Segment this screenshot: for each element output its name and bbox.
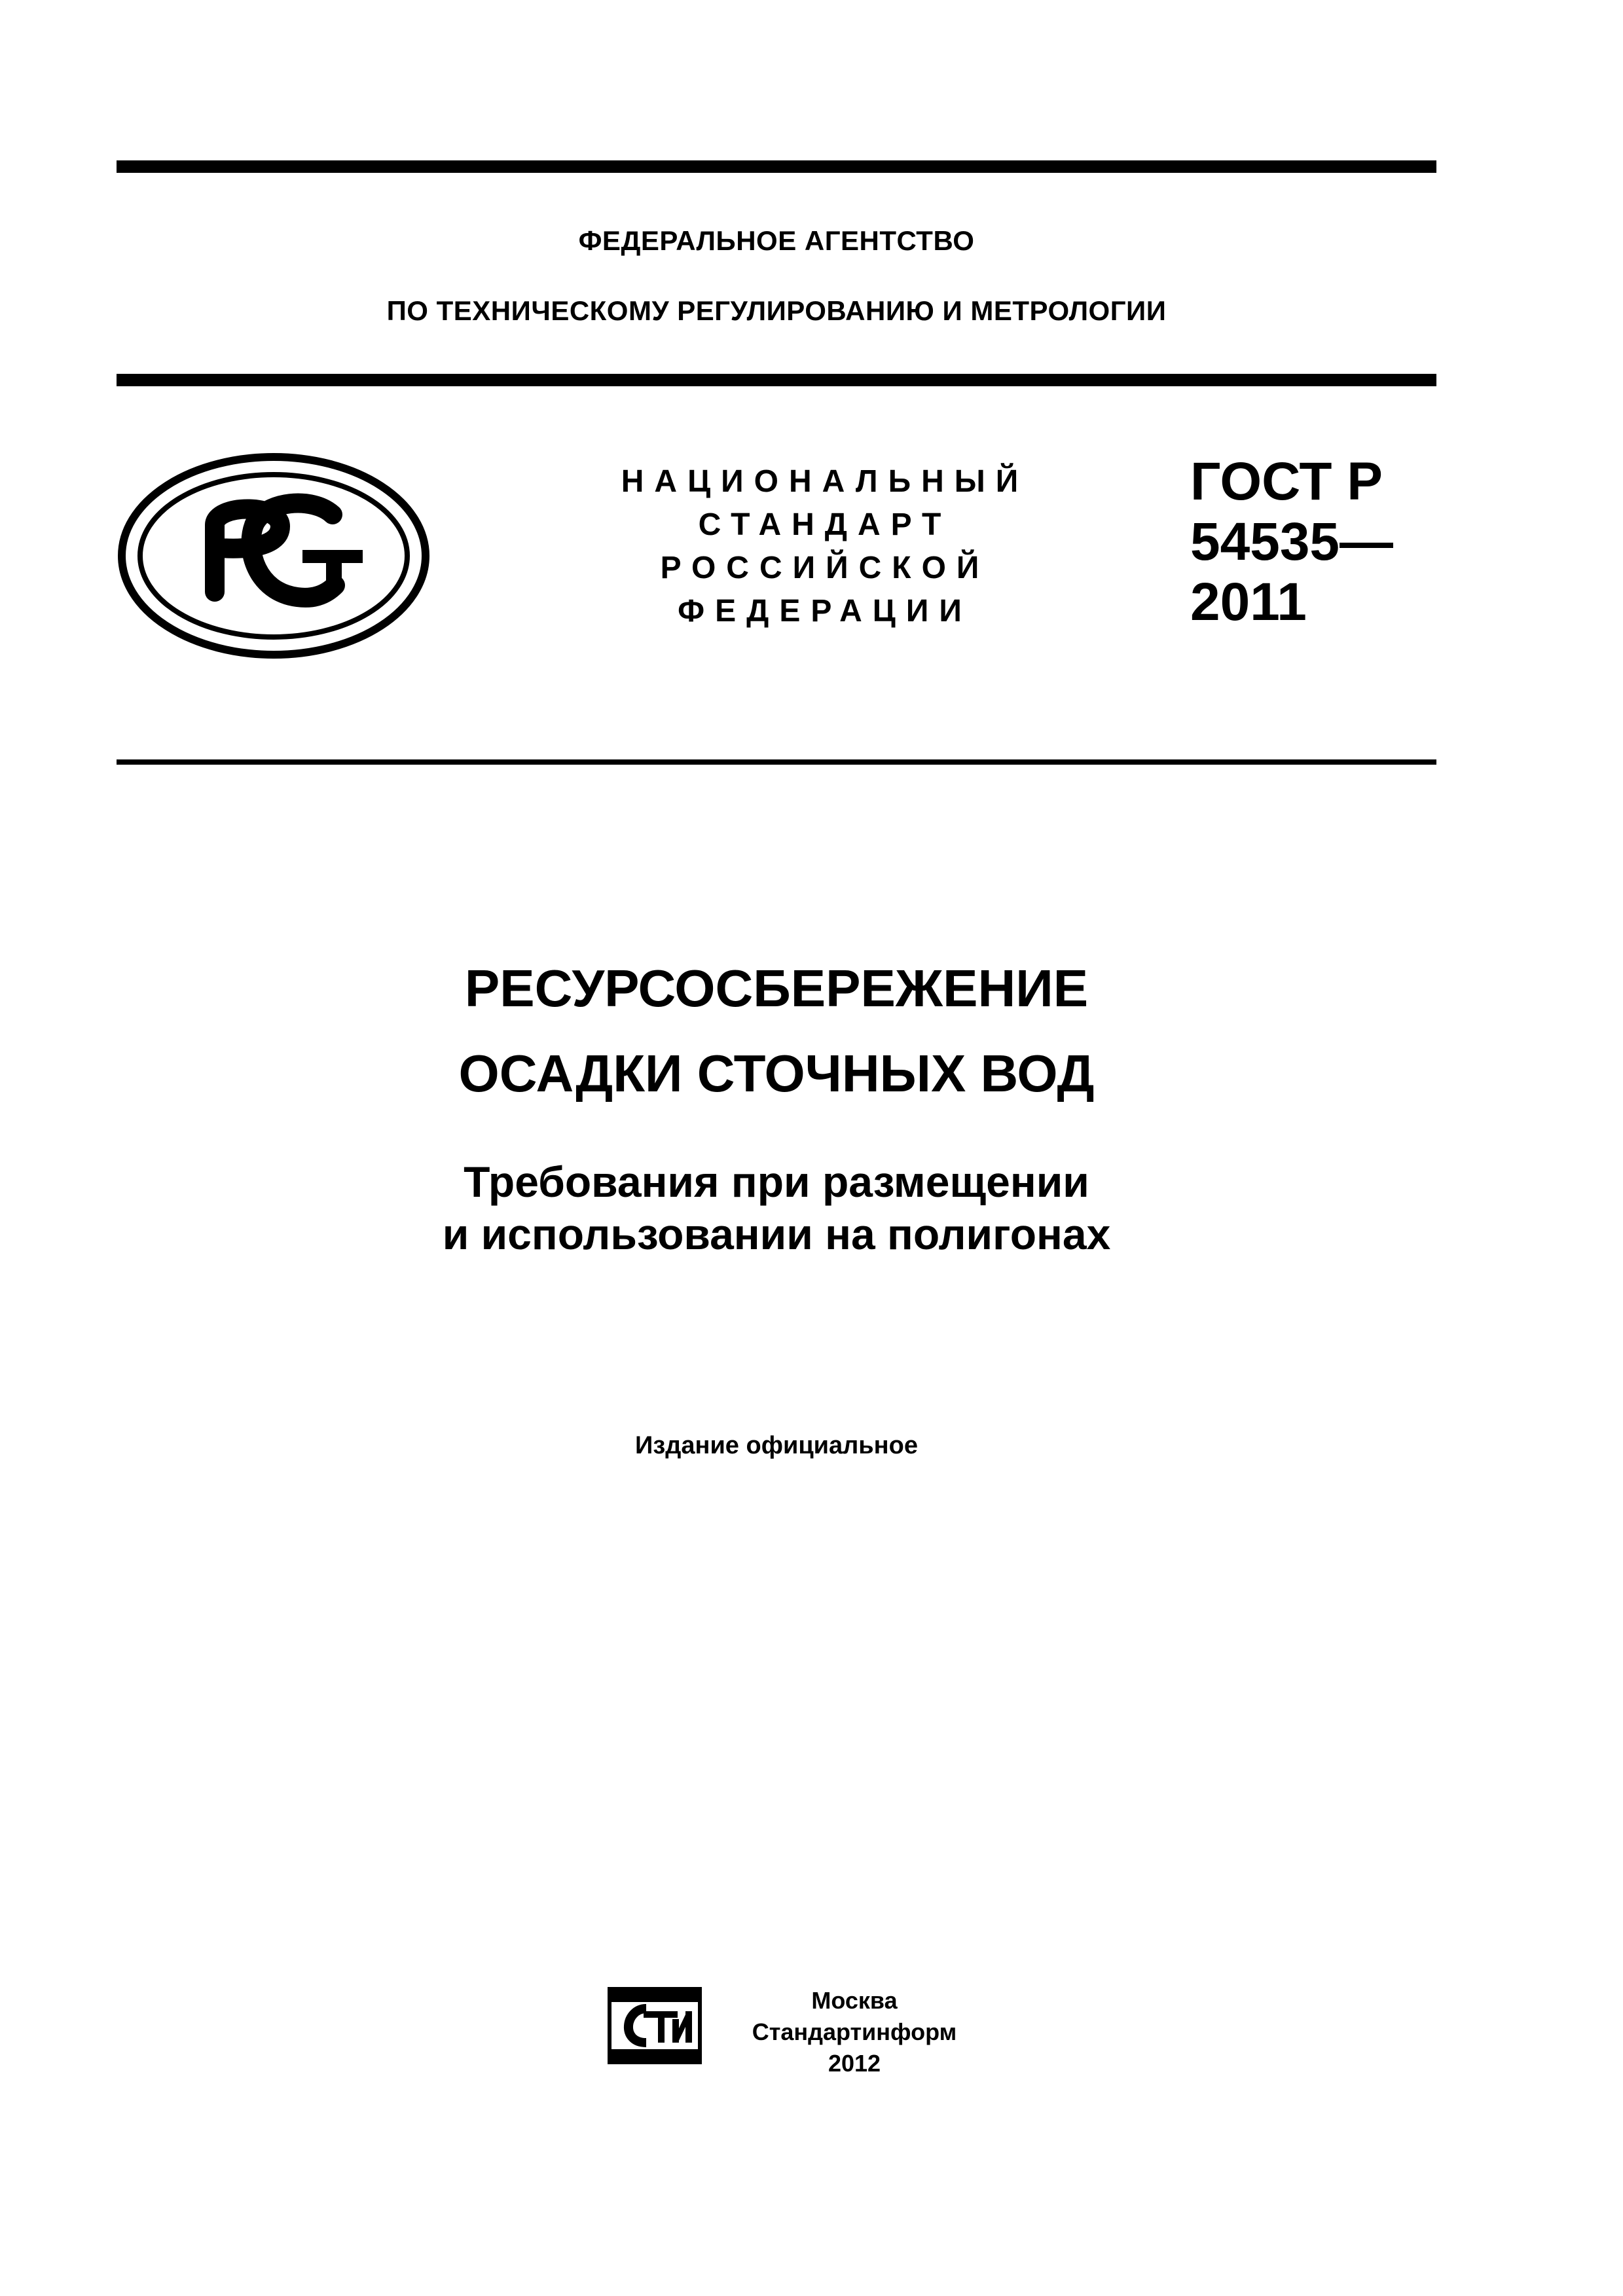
imprint: [717, 1985, 992, 2079]
imprint-city: Москва: [811, 1987, 898, 2014]
national-standard-line: НАЦИОНАЛЬНЫЙ: [621, 464, 1029, 499]
standard-code-line: ГОСТ Р: [1190, 452, 1383, 511]
imprint-year: 2012: [828, 2050, 881, 2077]
document-title-line1: РЕСУРСОСБЕРЕЖЕНИЕ: [464, 959, 1089, 1017]
standard-code: [1190, 452, 1393, 632]
national-standard-line: ФЕДЕРАЦИИ: [678, 594, 972, 629]
national-standard-line: РОССИЙСКОЙ: [660, 551, 990, 585]
top-rule: [117, 160, 1436, 173]
rst-emblem-icon: [117, 452, 431, 660]
document-subtitle: [117, 1156, 1436, 1260]
national-standard-line: СТАНДАРТ: [698, 507, 952, 542]
document-subtitle-line1: Требования при размещении: [464, 1157, 1089, 1206]
document-subtitle-line2: и использовании на полигонах: [442, 1210, 1111, 1258]
document-title-line2: ОСАДКИ СТОЧНЫХ ВОД: [458, 1044, 1095, 1102]
agency-name-line1: ФЕДЕРАЛЬНОЕ АГЕНТСТВО: [578, 225, 975, 256]
imprint-publisher: Стандартинформ: [752, 2018, 957, 2045]
standard-code-line: 54535—: [1190, 512, 1394, 572]
standard-code-line: 2011: [1190, 572, 1307, 632]
header-rule: [117, 374, 1436, 386]
agency-name-line2: ПО ТЕХНИЧЕСКОМУ РЕГУЛИРОВАНИЮ И МЕТРОЛОГИИ: [386, 295, 1167, 326]
standartinform-logo-icon: [606, 1985, 704, 2066]
edition-label: Издание официальное: [635, 1432, 918, 1459]
divider-rule: [117, 759, 1436, 765]
national-standard-label: [550, 460, 1100, 633]
